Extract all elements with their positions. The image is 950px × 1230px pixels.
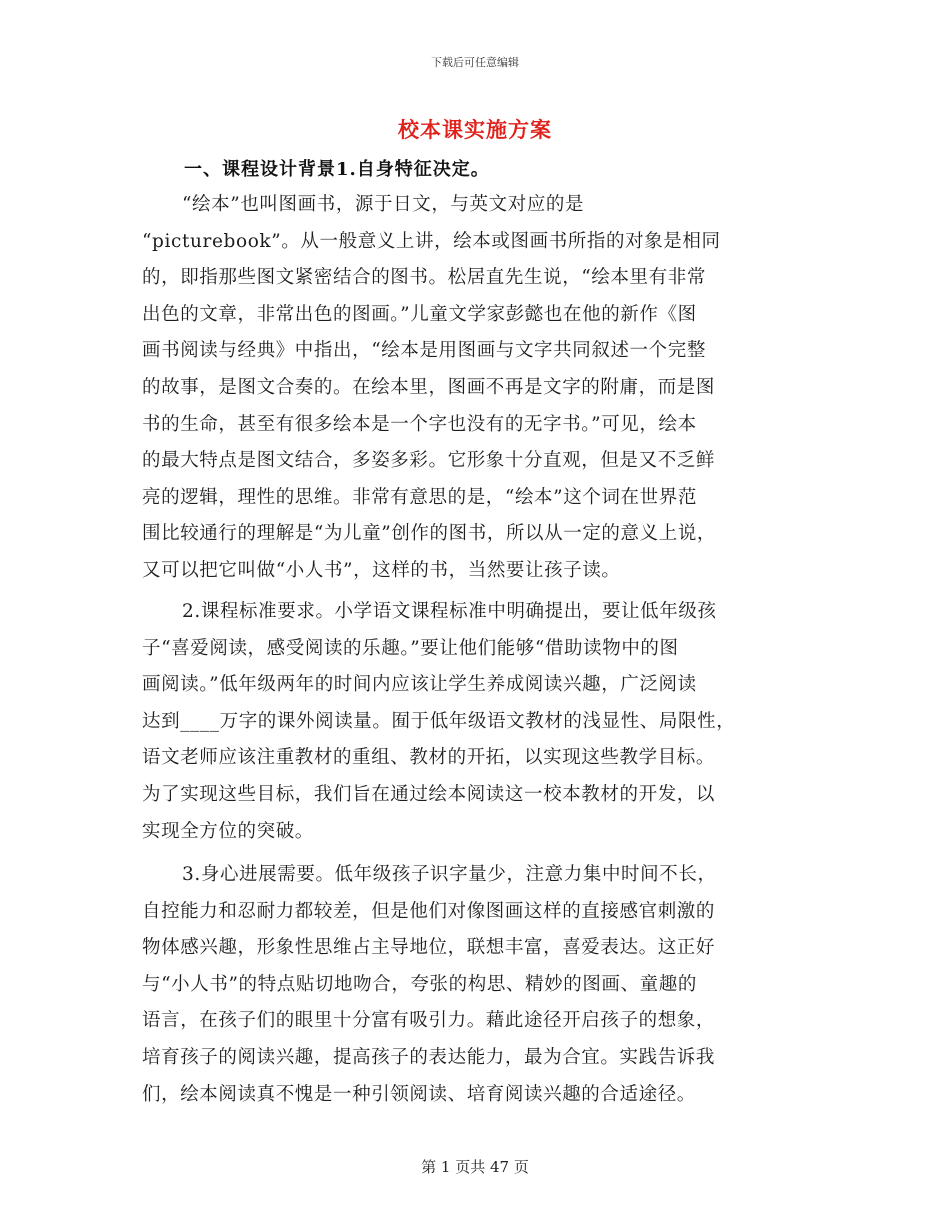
- document-title: 校本课实施方案: [398, 117, 552, 142]
- text-line: 的，即指那些图文紧密结合的图书。松居直先生说，“绘本里有非常: [142, 267, 706, 289]
- paragraph-background: [142, 187, 808, 590]
- text-line: 亮的逻辑，理性的思维。非常有意思的是，“绘本”这个词在世界范: [142, 486, 697, 508]
- text-line: 物体感兴趣，形象性思维占主导地位，联想丰富，喜爱表达。这正好: [142, 937, 716, 959]
- paragraph-curriculum-standard: [142, 594, 808, 850]
- text-line: 画阅读。”低年级两年的时间内应该让学生养成阅读兴趣，广泛阅读: [142, 674, 697, 696]
- page-header: 下载后可任意编辑: [431, 56, 519, 69]
- text-line: 子“喜爱阅读，感受阅读的乐趣。”要让他们能够“借助读物中的图: [142, 637, 679, 659]
- section-heading: 一、课程设计背景1.自身特征决定。: [184, 159, 490, 180]
- text-line: 语文老师应该注重教材的重组、教材的开拓，以实现这些教学目标。: [142, 747, 716, 769]
- paragraph-development-needs: [142, 857, 808, 1113]
- text-line: “picturebook”。从一般意义上讲，绘本或图画书所指的对象是相同: [142, 230, 721, 252]
- text-line: 围比较通行的理解是“为儿童”创作的图书，所以从一定的意义上说，: [142, 523, 717, 545]
- text-line: 画书阅读与经典》中指出，“绘本是用图画与文字共同叙述一个完整: [142, 340, 706, 362]
- text-line: 达到____万字的课外阅读量。囿于低年级语文教材的浅显性、局限性，: [142, 710, 736, 732]
- text-line: “绘本”也叫图画书，源于日文，与英文对应的是: [182, 194, 585, 215]
- page-footer: 第 1 页共 47 页: [421, 1158, 529, 1176]
- text-line: 自控能力和忍耐力都较差，但是他们对像图画这样的直接感官刺激的: [142, 900, 716, 922]
- text-line: 2.课程标准要求。小学语文课程标准中明确提出，要让低年级孩: [182, 601, 717, 622]
- text-line: 3.身心进展需要。低年级孩子识字量少，注意力集中时间不长，: [182, 864, 717, 885]
- text-line: 培育孩子的阅读兴趣，提高孩子的表达能力，最为合宜。实践告诉我: [142, 1046, 716, 1068]
- text-line: 为了实现这些目标，我们旨在通过绘本阅读这一校本教材的开发，以: [142, 783, 716, 805]
- text-line: 又可以把它叫做“小人书”，这样的书，当然要让孩子读。: [142, 559, 621, 581]
- text-line: 的故事，是图文合奏的。在绘本里，图画不再是文字的附庸，而是图: [142, 376, 716, 398]
- text-line: 与“小人书”的特点贴切地吻合，夸张的构思、精妙的图画、童趣的: [142, 973, 697, 995]
- text-line: 出色的文章，非常出色的图画。”儿童文学家彭懿也在他的新作《图: [142, 303, 697, 325]
- text-line: 的最大特点是图文结合，多姿多彩。它形象十分直观，但是又不乏鲜: [142, 450, 716, 472]
- text-line: 语言，在孩子们的眼里十分富有吸引力。藉此途径开启孩子的想象，: [142, 1010, 716, 1032]
- text-line: 实现全方位的突破。: [142, 820, 314, 842]
- text-line: 们，绘本阅读真不愧是一种引领阅读、培育阅读兴趣的合适途径。: [142, 1083, 696, 1105]
- text-line: 书的生命，甚至有很多绘本是一个字也没有的无字书。”可见，绘本: [142, 413, 697, 435]
